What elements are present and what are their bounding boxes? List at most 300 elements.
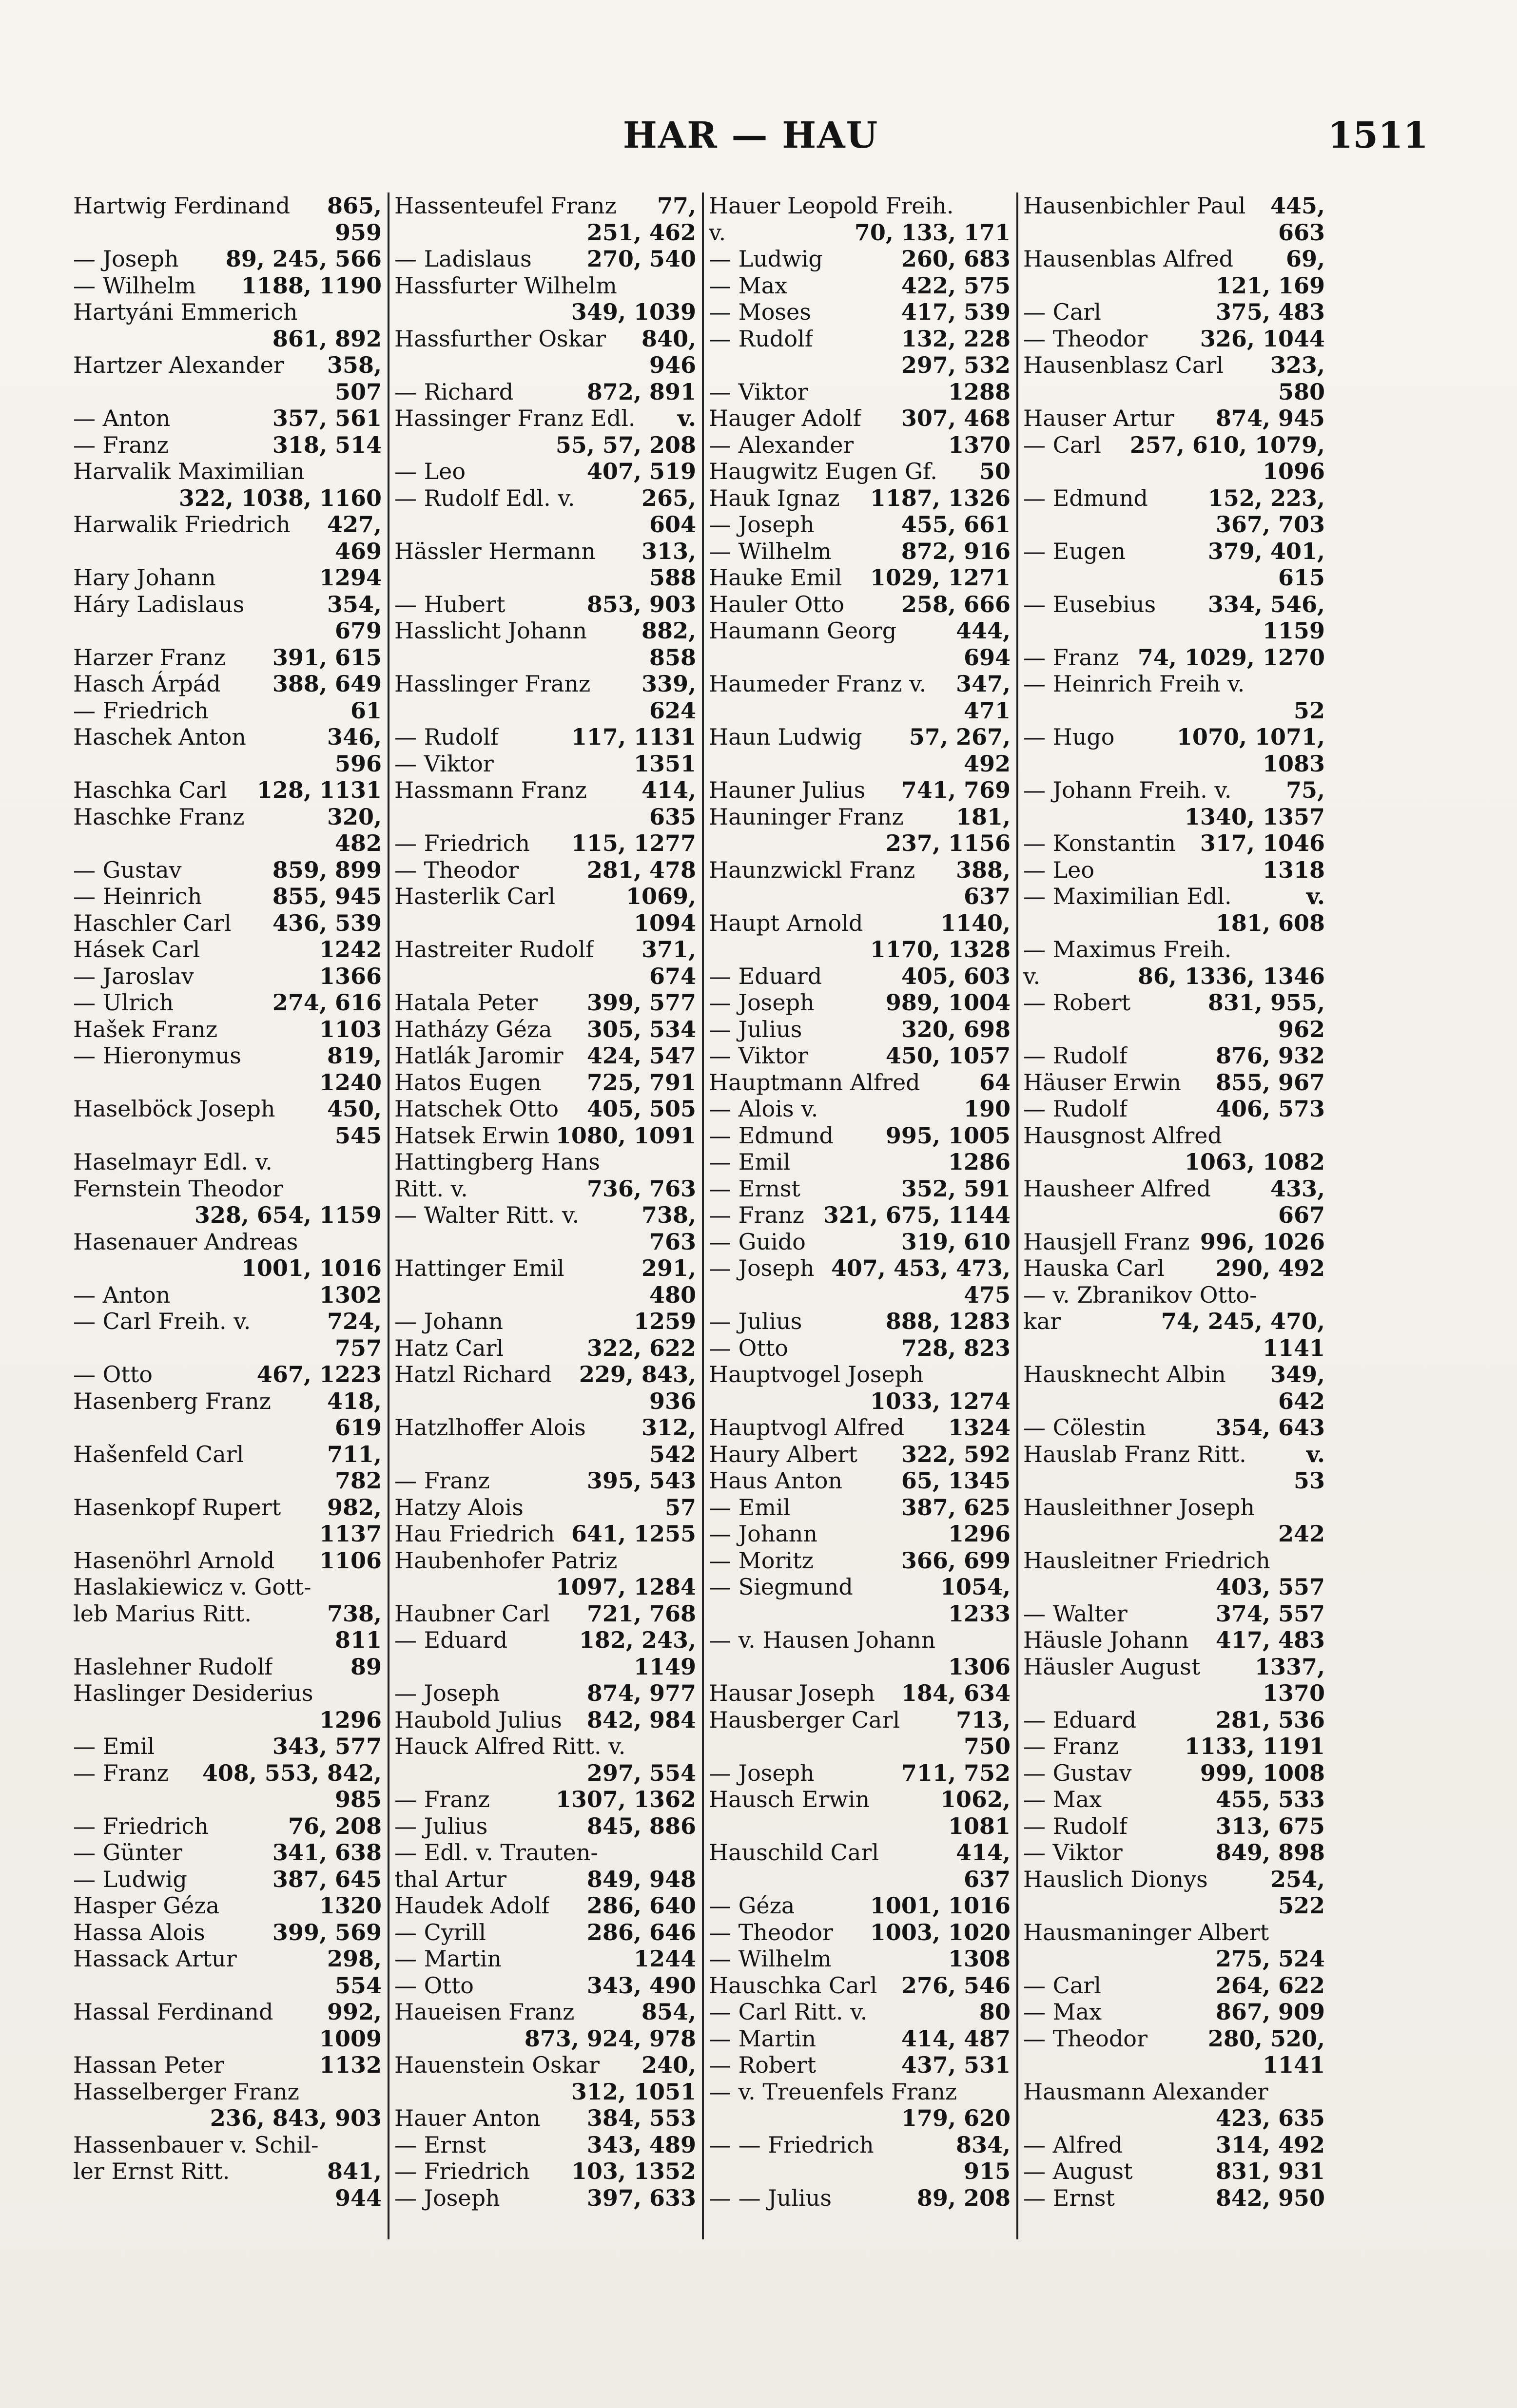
entry-page-refs: 69, [1285, 246, 1325, 272]
entry-name: Hauschild Carl [709, 1839, 879, 1866]
entry-name: Haus Anton [709, 1467, 843, 1494]
index-entry [394, 1016, 696, 1043]
index-entry [394, 1308, 696, 1335]
entry-page-refs: 750 [963, 1733, 1011, 1759]
entry-page-refs: 944 [334, 2184, 382, 2211]
entry-name: Hausheer Alfred [1023, 1175, 1211, 1202]
entry-page-refs: 888, 1283 [885, 1308, 1011, 1334]
entry-name: Hatz Carl [394, 1334, 504, 1361]
entry-name: — Ladislaus [394, 246, 532, 272]
entry-page-refs [1320, 1122, 1325, 1149]
entry-name: Hassenteufel Franz [394, 193, 617, 219]
index-entry [709, 1707, 1011, 1734]
index-entry [709, 1282, 1011, 1309]
entry-page-refs: 322, 592 [901, 1441, 1011, 1467]
entry-page-refs: 867, 909 [1215, 1999, 1325, 2025]
entry-page-refs: 354, [327, 591, 382, 617]
index-entry [394, 751, 696, 777]
entry-page-refs: 297, 554 [586, 1759, 696, 1786]
index-entry [73, 1733, 382, 1760]
entry-name: Hassal Ferdinand [73, 1999, 273, 2025]
entry-name: Hasslicht Johann [394, 617, 587, 644]
entry-page-refs: 281, 536 [1215, 1706, 1325, 1733]
entry-page-refs: 545 [334, 1122, 382, 1149]
index-entry [394, 2079, 696, 2105]
entry-page-refs: 307, 468 [901, 405, 1011, 431]
entry-page-refs: 371, [641, 936, 696, 963]
index-entry [394, 2158, 696, 2185]
index-entry [1023, 1016, 1325, 1043]
entry-name: Hauptmann Alfred [709, 1069, 920, 1096]
entry-page-refs [1320, 671, 1325, 697]
entry-page-refs [691, 1839, 696, 1866]
column-4 [1016, 193, 1331, 2239]
entry-page-refs [1320, 1494, 1325, 1521]
index-entry [709, 1574, 1011, 1600]
entry-page-refs: 615 [1278, 564, 1325, 591]
entry-page-refs: 840, [641, 325, 696, 352]
entry-name: — — Friedrich [709, 2131, 874, 2158]
entry-page-refs: 507 [334, 378, 382, 405]
entry-name: — Joseph [394, 1680, 500, 1706]
entry-name: — — Julius [709, 2184, 832, 2211]
entry-page-refs: 322, 622 [586, 1334, 696, 1361]
entry-name: — Richard [394, 378, 514, 405]
entry-name: Haschka Carl [73, 777, 227, 803]
index-entry [394, 1494, 696, 1521]
entry-name: Hauer Anton [394, 2105, 541, 2131]
entry-page-refs: 236, 843, 903 [210, 2105, 382, 2131]
entry-page-refs: 1080, 1091 [555, 1122, 696, 1149]
index-entry [709, 379, 1011, 405]
entry-page-refs: 738, [641, 1202, 696, 1228]
entry-name: — Max [709, 272, 788, 299]
entry-page-refs: 874, 945 [1215, 405, 1325, 431]
entry-name: — Maximus Freih. [1023, 936, 1232, 963]
index-entry [709, 458, 1011, 485]
index-entry [709, 246, 1011, 272]
entry-page-refs: 254, [1270, 1866, 1325, 1892]
entry-name: — Carl [1023, 1972, 1101, 1999]
index-entry [394, 511, 696, 538]
entry-name: — Julius [709, 1016, 802, 1042]
entry-page-refs: 1308 [948, 1946, 1011, 1972]
entry-page-refs: 276, 546 [901, 1972, 1011, 1999]
entry-page-refs: 831, 931 [1215, 2158, 1325, 2184]
entry-name: — Eugen [1023, 538, 1126, 564]
entry-name: Haschke Franz [73, 803, 245, 830]
entry-page-refs: 1244 [633, 1946, 696, 1972]
index-entry [709, 1467, 1011, 1494]
index-entry [73, 538, 382, 565]
running-head: HAR — HAU [622, 115, 879, 156]
entry-page-refs: 1370 [1262, 1680, 1325, 1706]
entry-name: Hauptvogel Joseph [709, 1361, 924, 1387]
index-entry [73, 2132, 382, 2158]
entry-page-refs [377, 1175, 382, 1202]
entry-name: — Ulrich [73, 989, 174, 1016]
index-entry [394, 1999, 696, 2025]
entry-name: — Viktor [709, 1042, 808, 1069]
index-entry [709, 1521, 1011, 1547]
entry-name: Haubner Carl [394, 1600, 550, 1627]
index-entry [73, 1839, 382, 1866]
entry-name: Hartzer Alexander [73, 352, 284, 378]
index-entry [709, 591, 1011, 618]
index-entry [709, 1760, 1011, 1787]
entry-name: Hatzl Richard [394, 1361, 552, 1387]
index-entry [73, 1388, 382, 1415]
entry-page-refs: 982, [327, 1494, 382, 1521]
entry-name: Haschler Carl [73, 909, 232, 936]
entry-page-refs: 915 [963, 2158, 1011, 2184]
entry-page-refs: 75, [1285, 777, 1325, 803]
index-entry [1023, 1574, 1325, 1600]
index-entry [73, 1813, 382, 1840]
index-entry [1023, 485, 1325, 512]
entry-page-refs: v. [1306, 1441, 1325, 1467]
entry-page-refs: 1096 [1262, 458, 1325, 484]
entry-name: Hasenberg Franz [73, 1387, 271, 1414]
column-3 [702, 193, 1016, 2239]
entry-name: Haselmayr Edl. v. [73, 1149, 272, 1175]
entry-page-refs: 291, [641, 1255, 696, 1281]
index-entry [394, 910, 696, 937]
entry-page-refs: 379, 401, [1207, 538, 1325, 564]
entry-name: — Otto [73, 1361, 153, 1387]
entry-page-refs [1006, 193, 1011, 219]
index-entry [1023, 1414, 1325, 1441]
entry-name: Hauer Leopold Freih. [709, 193, 954, 219]
index-entry [709, 1866, 1011, 1893]
entry-page-refs: 694 [963, 644, 1011, 671]
index-entry [73, 1361, 382, 1388]
index-entry [394, 1733, 696, 1760]
entry-name: — Rudolf [394, 724, 499, 750]
entry-name: Hasselberger Franz [73, 2078, 299, 2105]
index-entry [709, 1813, 1011, 1840]
index-entry [73, 485, 382, 512]
entry-page-refs: 855, 945 [272, 883, 382, 909]
entry-page-refs: 865, [327, 193, 382, 219]
index-entry [73, 458, 382, 485]
index-entry [73, 1946, 382, 1972]
index-entry [709, 1308, 1011, 1335]
index-entry [709, 1069, 1011, 1096]
index-entry [394, 1866, 696, 1893]
index-entry [1023, 352, 1325, 379]
entry-name: Haupt Arnold [709, 909, 863, 936]
entry-page-refs: 391, 615 [272, 644, 382, 671]
index-entry [394, 1042, 696, 1069]
entry-page-refs: 417, 483 [1215, 1627, 1325, 1653]
entry-page-refs: 128, 1131 [256, 777, 382, 803]
entry-page-refs: 855, 967 [1215, 1069, 1325, 1096]
entry-page-refs: 819, [327, 1042, 382, 1069]
entry-page-refs [377, 1149, 382, 1175]
index-entry [73, 299, 382, 326]
entry-name: Hausar Joseph [709, 1680, 875, 1706]
entry-page-refs: 182, 243, [579, 1627, 696, 1653]
index-entry [1023, 1255, 1325, 1282]
entry-page-refs: 408, 553, 842, [202, 1759, 382, 1786]
entry-name: — Theodor [394, 856, 519, 883]
entry-name: Haumann Georg [709, 617, 897, 644]
entry-page-refs: 1242 [319, 936, 382, 963]
index-entry [394, 1202, 696, 1229]
entry-name: Hausberger Carl [709, 1706, 900, 1733]
entry-name: — Franz [394, 1786, 490, 1812]
index-entry [73, 432, 382, 459]
entry-name: — Ernst [394, 2131, 486, 2158]
index-entry [709, 272, 1011, 299]
entry-page-refs: 312, [641, 1414, 696, 1441]
entry-name: — Walter [1023, 1600, 1128, 1627]
entry-page-refs: 406, 573 [1215, 1096, 1325, 1122]
entry-page-refs: 181, [955, 803, 1011, 830]
index-entry [709, 644, 1011, 671]
index-entry [394, 379, 696, 405]
entry-page-refs: 240, [641, 2052, 696, 2078]
entry-page-refs: 467, 1223 [256, 1361, 382, 1387]
entry-name: Haslakiewicz v. Gott- [73, 1574, 311, 1600]
entry-name: — v. Hausen Johann [709, 1627, 936, 1653]
index-entry [709, 830, 1011, 857]
index-entry [394, 2105, 696, 2132]
entry-page-refs: 861, 892 [272, 325, 382, 352]
page-number: 1511 [1328, 115, 1428, 156]
entry-page-refs: 358, [327, 352, 382, 378]
entry-page-refs: 674 [649, 963, 696, 989]
entry-page-refs: 53 [1293, 1467, 1325, 1494]
entry-name: — Gustav [73, 856, 182, 883]
entry-page-refs: v. [677, 405, 696, 431]
index-entry [1023, 326, 1325, 352]
index-entry [1023, 1547, 1325, 1574]
entry-name: — Konstantin [1023, 830, 1176, 856]
index-entry [709, 1919, 1011, 1946]
entry-page-refs: 237, 1156 [885, 830, 1011, 856]
index-entry [394, 1149, 696, 1175]
entry-page-refs: 1288 [948, 378, 1011, 405]
entry-name: Haslinger Desiderius [73, 1680, 313, 1706]
entry-name: v. [1023, 963, 1041, 989]
entry-name: — Franz [1023, 1733, 1119, 1759]
entry-name: Hauke Emil [709, 564, 842, 591]
entry-page-refs: 1187, 1326 [870, 484, 1011, 511]
entry-name: Hasenkopf Rupert [73, 1494, 281, 1521]
index-entry [709, 1892, 1011, 1919]
entry-page-refs: 721, 768 [586, 1600, 696, 1627]
entry-page-refs: 1062, [940, 1786, 1011, 1812]
entry-name: — Edl. v. Trauten- [394, 1839, 598, 1866]
index-entry [394, 564, 696, 591]
entry-name: — Franz [394, 1467, 490, 1494]
index-entry [1023, 564, 1325, 591]
index-entry [709, 724, 1011, 751]
entry-name: Hasterlik Carl [394, 883, 556, 909]
entry-name: — Emil [73, 1733, 155, 1759]
entry-name: Hašek Franz [73, 1016, 218, 1042]
entry-name: — Rudolf [709, 325, 813, 352]
index-entry [73, 1707, 382, 1734]
entry-page-refs: 554 [334, 1972, 382, 1999]
entry-page-refs [377, 458, 382, 485]
entry-page-refs: 757 [334, 1334, 382, 1361]
entry-page-refs: 1240 [319, 1069, 382, 1096]
entry-name: — Friedrich [394, 830, 530, 856]
entry-name: Hausknecht Albin [1023, 1361, 1226, 1387]
entry-name: — Moritz [709, 1547, 814, 1574]
index-entry [709, 193, 1011, 219]
index-entry [73, 2025, 382, 2052]
entry-page-refs: 384, 553 [586, 2105, 696, 2131]
entry-page-refs: 89, 208 [916, 2184, 1011, 2211]
entry-page-refs: 1081 [948, 1812, 1011, 1839]
entry-page-refs: 152, 223, [1207, 484, 1325, 511]
entry-name: Hassfurter Wilhelm [394, 272, 617, 299]
entry-name: Haslehner Rudolf [73, 1653, 273, 1680]
entry-page-refs: 436, 539 [272, 909, 382, 936]
index-entry [394, 1361, 696, 1388]
index-entry [394, 1547, 696, 1574]
entry-page-refs: 471 [963, 697, 1011, 724]
index-entry [709, 1786, 1011, 1813]
index-entry [1023, 1441, 1325, 1468]
entry-name: Hasslinger Franz [394, 671, 591, 697]
entry-name: — Friedrich [73, 697, 209, 724]
entry-page-refs: 725, 791 [586, 1069, 696, 1096]
index-entry [394, 963, 696, 990]
entry-page-refs: 782 [334, 1467, 382, 1494]
index-entry [709, 963, 1011, 990]
index-entry [394, 671, 696, 697]
index-entry [1023, 697, 1325, 724]
index-entry [73, 1042, 382, 1069]
index-entry [709, 511, 1011, 538]
index-entry [709, 936, 1011, 963]
entry-name: — Carl [1023, 299, 1101, 325]
entry-name: — Joseph [709, 1759, 815, 1786]
entry-page-refs: 1318 [1262, 856, 1325, 883]
entry-name: Haumeder Franz v. [709, 671, 927, 697]
entry-page-refs: 455, 533 [1215, 1786, 1325, 1812]
index-entry [709, 1361, 1011, 1388]
entry-page-refs: 985 [334, 1786, 382, 1812]
entry-page-refs: 312, 1051 [571, 2078, 696, 2105]
entry-name: Hatschek Otto [394, 1096, 559, 1122]
index-entry [1023, 511, 1325, 538]
entry-name: Harzer Franz [73, 644, 226, 671]
index-entry [709, 697, 1011, 724]
index-entry [394, 1680, 696, 1707]
entry-page-refs: 251, 462 [586, 219, 696, 246]
index-entry [709, 299, 1011, 326]
entry-page-refs: 65, 1345 [901, 1467, 1011, 1494]
entry-page-refs [1320, 1547, 1325, 1574]
index-entry [1023, 2079, 1325, 2105]
entry-page-refs: 738, [327, 1600, 382, 1627]
entry-name: — Guido [709, 1228, 806, 1255]
entry-name: — Alfred [1023, 2131, 1123, 2158]
entry-page-refs: 1294 [319, 564, 382, 591]
index-entry [73, 1574, 382, 1600]
index-entry [73, 1202, 382, 1229]
entry-name: Hašenfeld Carl [73, 1441, 244, 1467]
entry-page-refs: 1340, 1357 [1184, 803, 1325, 830]
entry-page-refs: 858 [649, 644, 696, 671]
index-entry [1023, 2105, 1325, 2132]
index-entry [1023, 219, 1325, 246]
index-entry [394, 617, 696, 644]
entry-page-refs: 414, [955, 1839, 1011, 1866]
entry-page-refs: 321, 675, 1144 [823, 1202, 1011, 1228]
index-entry [73, 246, 382, 272]
index-entry [394, 538, 696, 565]
entry-page-refs [377, 1680, 382, 1707]
index-entry [709, 432, 1011, 459]
entry-page-refs: 996, 1026 [1200, 1228, 1325, 1255]
entry-name: — Eduard [1023, 1706, 1137, 1733]
entry-page-refs: 637 [963, 1866, 1011, 1892]
index-entry [1023, 671, 1325, 697]
entry-page-refs: 1029, 1271 [870, 564, 1011, 591]
entry-page-refs: 1170, 1328 [870, 936, 1011, 963]
entry-name: — Géza [709, 1892, 795, 1919]
entry-page-refs: 999, 1008 [1200, 1759, 1325, 1786]
entry-name: — Theodor [1023, 325, 1147, 352]
entry-page-refs: 50 [979, 458, 1011, 484]
entry-name: Häuser Erwin [1023, 1069, 1181, 1096]
index-entry [394, 352, 696, 379]
entry-page-refs: 366, 699 [901, 1547, 1011, 1574]
index-entry [1023, 1919, 1325, 1946]
entry-name: Haubold Julius [394, 1706, 562, 1733]
entry-page-refs: 367, 703 [1215, 511, 1325, 538]
entry-name: — Heinrich [73, 883, 202, 909]
entry-name: Hastreiter Rudolf [394, 936, 594, 963]
entry-page-refs: 264, 622 [1215, 1972, 1325, 1999]
entry-name: — Martin [709, 2025, 816, 2052]
index-entry [394, 219, 696, 246]
entry-page-refs: 450, [327, 1096, 382, 1122]
entry-name: Hásek Carl [73, 936, 200, 963]
index-entry [1023, 1096, 1325, 1122]
entry-page-refs: 343, 489 [586, 2131, 696, 2158]
entry-name: — Max [1023, 1999, 1102, 2025]
index-entry [1023, 1999, 1325, 2025]
entry-page-refs: 305, 534 [586, 1016, 696, 1042]
index-entry [1023, 299, 1325, 326]
index-entry [394, 1122, 696, 1149]
entry-name: — Ernst [1023, 2184, 1115, 2211]
entry-name: Häusle Johann [1023, 1627, 1189, 1653]
entry-name: — Robert [709, 2052, 817, 2078]
entry-name: — August [1023, 2158, 1133, 2184]
entry-name: Fernstein Theodor [73, 1175, 283, 1202]
entry-page-refs: 1140, [940, 909, 1011, 936]
entry-name: — Eusebius [1023, 591, 1156, 617]
entry-name: Hatzy Alois [394, 1494, 524, 1521]
entry-name: — Joseph [709, 1255, 815, 1281]
index-entry [73, 857, 382, 884]
index-entry [73, 883, 382, 910]
index-entry [709, 1229, 1011, 1255]
index-entry [1023, 2185, 1325, 2212]
index-entry [709, 2132, 1011, 2158]
index-entry [709, 777, 1011, 804]
entry-page-refs: 286, 646 [586, 1919, 696, 1946]
